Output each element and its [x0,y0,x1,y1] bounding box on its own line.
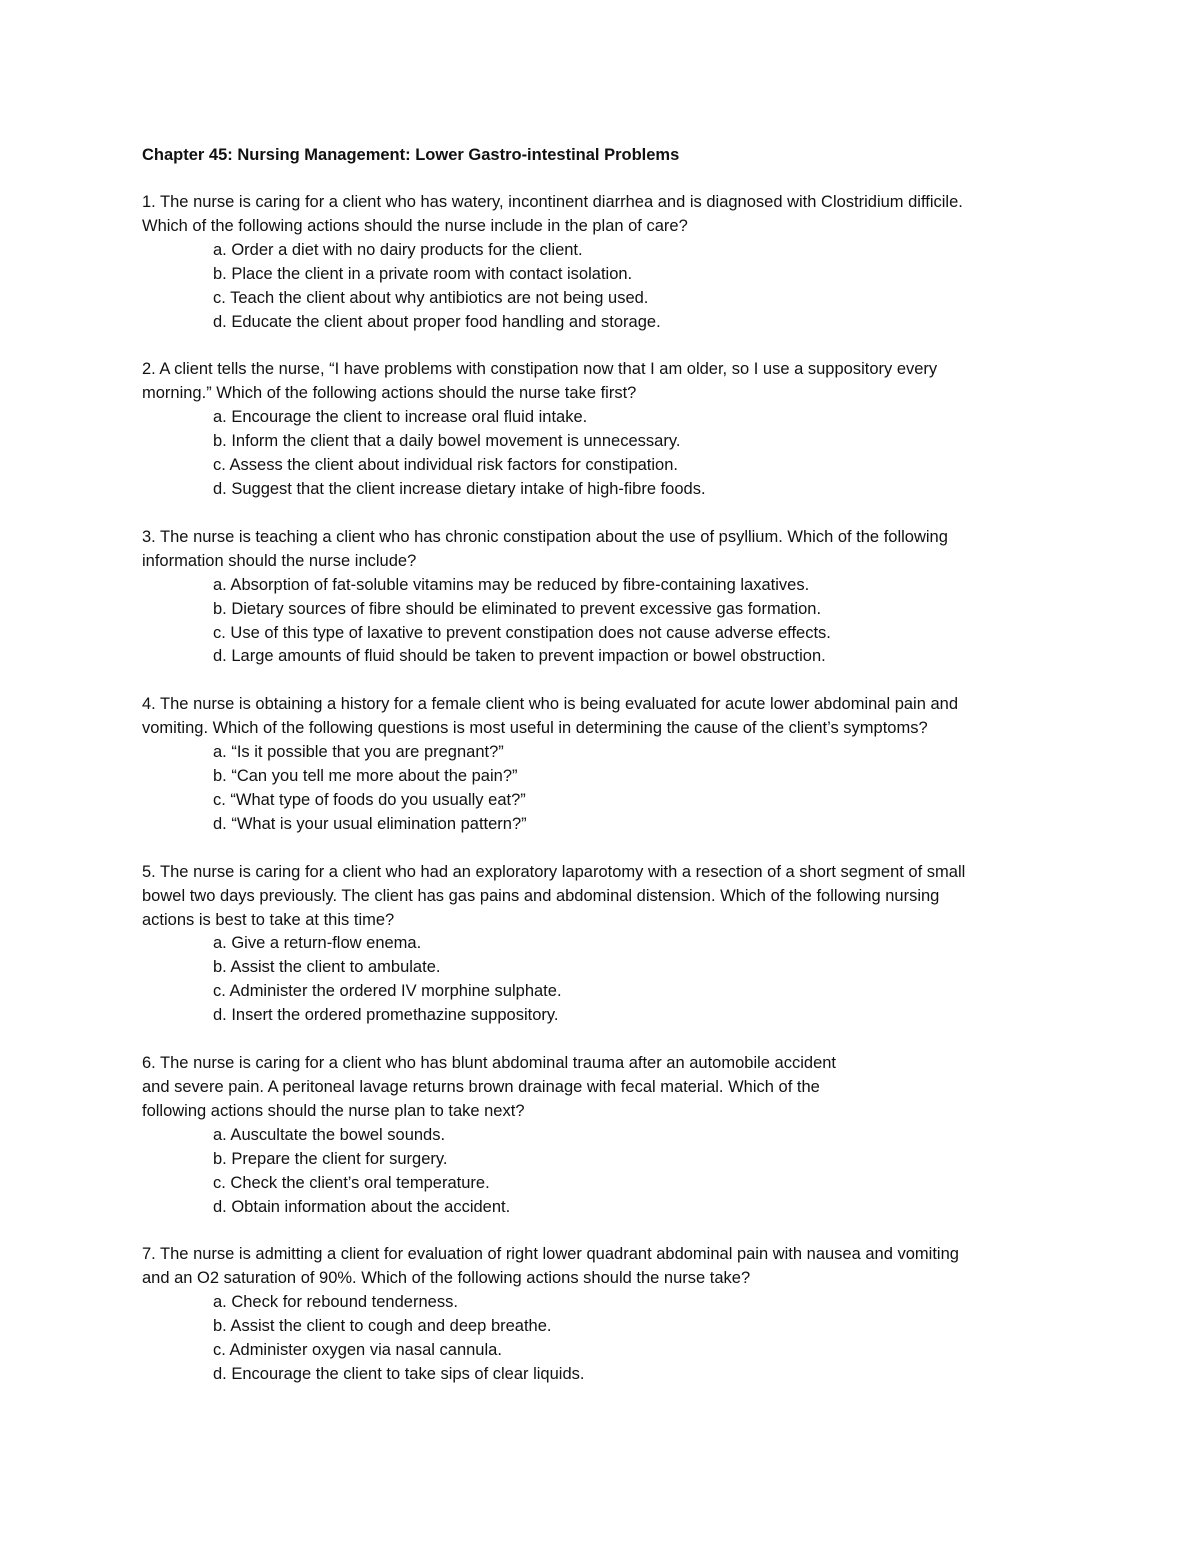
question-stem-line: 6. The nurse is caring for a client who has blunt abdominal trauma after an automobile accident [142,1054,837,1073]
question-stem-line: and an O2 saturation of 90%. Which of the following actions should the nurse take? [142,1269,751,1288]
question-stem-line: 4. The nurse is obtaining a history for a female client who is being evaluated for acute lower abdominal pain and [142,695,959,714]
answer-option-d: d. Large amounts of fluid should be taken to prevent impaction or bowel obstruction. [213,647,826,666]
question-5 [142,861,1072,1028]
question-stem-line: vomiting. Which of the following questions is most useful in determining the cause of the client’s symptoms? [142,719,928,738]
answer-option-b: b. Assist the client to ambulate. [213,958,441,977]
answer-option-a: a. Give a return-flow enema. [213,934,422,953]
answer-option-c: c. Teach the client about why antibiotics are not being used. [213,288,649,307]
answer-option-b: b. Assist the client to cough and deep breathe. [213,1317,552,1336]
answer-option-a: a. Encourage the client to increase oral fluid intake. [213,408,588,427]
answer-option-c: c. Check the client’s oral temperature. [213,1173,490,1192]
answer-option-b: b. “Can you tell me more about the pain?” [213,767,518,786]
document-content [142,143,1072,1411]
answer-option-c: c. “What type of foods do you usually eat?” [213,790,526,809]
answer-option-c: c. Assess the client about individual risk factors for constipation. [213,456,678,475]
answer-option-a: a. Auscultate the bowel sounds. [213,1125,446,1144]
answer-option-b: b. Place the client in a private room with contact isolation. [213,264,633,283]
question-stem-line: following actions should the nurse plan to take next? [142,1101,525,1120]
answer-option-d: d. Suggest that the client increase dietary intake of high-fibre foods. [213,479,706,498]
answer-option-d: d. “What is your usual elimination pattern?” [213,814,527,833]
answer-option-d: d. Obtain information about the accident. [213,1197,511,1216]
question-4 [142,693,1072,836]
question-stem-line: Which of the following actions should the nurse include in the plan of care? [142,216,688,235]
answer-option-a: a. Check for rebound tenderness. [213,1293,458,1312]
question-stem-line: 7. The nurse is admitting a client for evaluation of right lower quadrant abdominal pain with nausea and vomiting [142,1245,959,1264]
chapter-title: Chapter 45: Nursing Management: Lower Gastro-intestinal Problems [142,146,680,164]
question-1 [142,191,1072,334]
question-stem-line: 1. The nurse is caring for a client who has watery, incontinent diarrhea and is diagnosed with Clostridium difficile. [142,193,963,211]
question-3 [142,526,1072,669]
answer-option-d: d. Encourage the client to take sips of clear liquids. [213,1364,585,1383]
answer-option-c: c. Administer the ordered IV morphine sulphate. [213,982,562,1001]
answer-option-c: c. Use of this type of laxative to prevent constipation does not cause adverse effects. [213,623,831,642]
answer-option-d: d. Insert the ordered promethazine suppository. [213,1006,559,1025]
answer-option-c: c. Administer oxygen via nasal cannula. [213,1341,502,1360]
question-6 [142,1052,1072,1219]
question-stem-line: 5. The nurse is caring for a client who had an exploratory laparotomy with a resection of a short segment of small [142,862,966,881]
answer-option-b: b. Dietary sources of fibre should be eliminated to prevent excessive gas formation. [213,599,822,618]
answer-option-d: d. Educate the client about proper food handling and storage. [213,312,661,331]
question-stem-line: morning.” Which of the following actions should the nurse take first? [142,384,637,403]
answer-option-b: b. Inform the client that a daily bowel movement is unnecessary. [213,432,681,451]
question-stem-line: and severe pain. A peritoneal lavage returns brown drainage with fecal material. Which of the [142,1078,820,1096]
answer-option-a: a. Absorption of fat-soluble vitamins may be reduced by fibre-containing laxatives. [213,575,810,594]
answer-option-a: a. “Is it possible that you are pregnant?” [213,743,504,762]
question-stem-line: 2. A client tells the nurse, “I have problems with constipation now that I am older, so I use a suppository every [142,360,938,379]
answer-option-b: b. Prepare the client for surgery. [213,1149,448,1168]
question-7 [142,1243,1072,1386]
question-stem-line: actions is best to take at this time? [142,910,395,929]
question-2 [142,358,1072,501]
question-stem-line: bowel two days previously. The client has gas pains and abdominal distension. Which of the following nursing [142,886,940,905]
question-stem-line: information should the nurse include? [142,551,417,570]
question-stem-line: 3. The nurse is teaching a client who has chronic constipation about the use of psyllium. Which of the following [142,527,948,546]
answer-option-a: a. Order a diet with no dairy products for the client. [213,240,583,259]
